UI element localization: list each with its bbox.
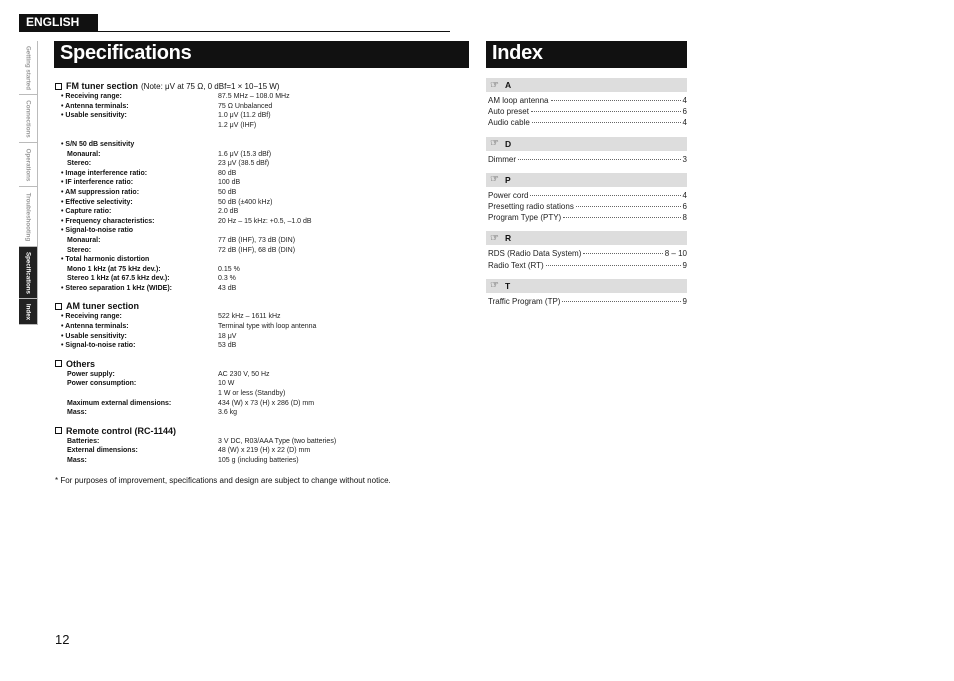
index-term: Dimmer [488,154,516,164]
spec-value: 75 Ω Unbalanced [218,102,273,110]
spec-row [55,370,435,380]
index-letter: P [504,174,511,185]
spec-section-heading [55,81,435,91]
spec-label: • Receiving range: [55,92,218,102]
header-rule [19,31,450,32]
spec-section-heading [55,359,435,369]
index-page: 3 [682,154,687,164]
spec-value: 1.2 μV (IHF) [218,121,257,129]
index-title-rule [486,66,687,68]
spec-value: 100 dB [218,179,241,187]
index-letter-header [486,173,687,187]
index-term: RDS (Radio Data System) [488,249,582,259]
spec-row [55,159,435,169]
spec-value: 53 dB [218,342,237,350]
spec-row [55,379,435,389]
side-tab-getting-started[interactable] [19,41,37,95]
spec-value: 522 kHz – 1611 kHz [218,313,281,321]
spec-value: 23 μV (38.5 dBf) [218,160,270,168]
spec-row [55,312,435,322]
side-tab-label: Operations [24,148,32,181]
spec-value [218,140,435,150]
pointing-hand-icon: ☞ [490,174,499,186]
side-tab-label: Troubleshooting [24,192,32,241]
spec-row [55,150,435,160]
spec-label: • Signal-to-noise ratio [55,226,218,236]
spec-row [55,102,435,112]
spec-label: • Antenna terminals: [55,102,218,112]
index-letter-header [486,279,687,293]
spec-value: 1 W or less (Standby) [218,390,286,398]
index-entries [486,92,687,129]
index-page: 8 – 10 [664,249,687,259]
spec-row [55,274,435,284]
spec-row [55,236,435,246]
spec-label: • Antenna terminals: [55,322,218,332]
pointing-hand-icon: ☞ [490,138,499,150]
footnote: * For purposes of improvement, specifications and design are subject to change without notice. [55,475,391,485]
spec-label: • Total harmonic distortion [55,255,218,265]
checkbox-square-icon [55,83,62,90]
specifications-title: Specifications [54,41,469,66]
index-body [486,78,687,307]
spec-value: 1.6 μV (15.3 dBf) [218,150,272,158]
spec-label: Power consumption: [67,380,137,388]
spec-value: 105 g (including batteries) [218,457,299,464]
index-term: Audio cable [488,118,530,128]
spec-section-title: Others [66,358,96,369]
spec-value: 77 dB (IHF), 73 dB (DIN) [218,236,296,244]
spec-row [55,437,435,447]
spec-label: • Stereo separation 1 kHz (WIDE): [55,284,218,294]
spec-row [55,255,435,265]
spec-section-note: (Note: μV at 75 Ω, 0 dBf=1 × 10−15 W) [141,81,280,91]
spec-label: • Usable sensitivity: [55,111,218,121]
index-letter-header [486,231,687,245]
leader-dots [530,195,680,196]
index-letter: R [504,233,512,244]
spec-label: • Image interference ratio: [55,169,218,179]
spec-label [55,121,218,131]
index-page: 4 [682,96,687,105]
spec-row [55,140,435,150]
spec-row [55,322,435,332]
index-page: 4 [682,118,687,128]
spec-value: 3.6 kg [218,409,238,417]
checkbox-square-icon [55,360,62,367]
spec-section-heading [55,301,435,311]
spec-value: 1.0 μV (11.2 dBf) [218,112,271,120]
index-term: Radio Text (RT) [488,260,544,270]
spec-value: 50 dB (±400 kHz) [218,198,273,206]
spec-label: Mass: [67,457,87,464]
leader-dots [551,100,681,101]
leader-dots [532,122,681,123]
checkbox-square-icon [55,303,62,310]
pointing-hand-icon: ☞ [490,232,499,244]
index-entry[interactable] [486,154,687,165]
spec-value: 48 (W) x 219 (H) x 22 (D) mm [218,447,311,455]
spec-label: • S/N 50 dB sensitivity [55,140,218,150]
spec-value: 50 dB [218,188,237,196]
index-entry[interactable] [486,260,687,271]
index-page: 9 [682,260,687,270]
spec-row [55,207,435,217]
spec-label: Batteries: [67,437,100,445]
side-tab-label: Index [24,303,32,320]
index-term: Presetting radio stations [488,202,574,212]
spec-row [55,389,435,399]
side-tab-label: Connections [24,99,32,138]
spec-row [55,188,435,198]
index-entry[interactable] [486,296,687,307]
specifications-body [55,81,435,486]
spec-row [55,446,435,456]
spec-value: 0.15 % [218,265,240,273]
side-tab-connections[interactable] [19,95,37,143]
index-entry[interactable] [486,95,687,106]
spec-label: Power supply: [67,370,115,378]
spec-row [55,121,435,131]
index-entry[interactable] [486,212,687,223]
spec-value: Terminal type with loop antenna [218,323,317,331]
spec-row [55,408,435,418]
spec-value: 3 V DC, R03/AAA Type (two batteries) [218,437,337,445]
spec-row [55,265,435,275]
spec-value: 87.5 MHz – 108.0 MHz [218,93,290,100]
index-entry[interactable] [486,117,687,128]
index-page: 9 [682,296,687,306]
index-entries [486,151,687,165]
spec-label: Stereo: [67,246,92,254]
index-term: AM loop antenna [488,96,549,105]
spec-label: • Usable sensitivity: [55,332,218,342]
index-page: 6 [682,202,687,212]
spec-value: 434 (W) x 73 (H) x 286 (D) mm [218,399,315,407]
index-page: 6 [682,107,687,117]
spec-label: Maximum external dimensions: [67,399,172,407]
spec-label [55,130,218,140]
spec-row [55,178,435,188]
side-tab-label: Getting started [24,45,32,90]
index-entry[interactable] [486,106,687,117]
index-entry[interactable] [486,190,687,201]
leader-dots [531,111,681,112]
side-tab-operations[interactable] [19,143,37,187]
spec-label: • Effective selectivity: [55,198,218,208]
spec-row [55,246,435,256]
spec-label: Mono 1 kHz (at 75 kHz dev.): [67,265,161,273]
spec-row [55,217,435,227]
spec-section-title: FM tuner section [66,81,139,91]
spec-value: 80 dB [218,169,237,177]
spec-row [55,169,435,179]
index-entries [486,245,687,270]
pointing-hand-icon: ☞ [490,280,499,292]
spec-value: 0.3 % [218,275,236,283]
side-tab-troubleshooting[interactable] [19,187,37,247]
index-page: 4 [682,190,687,200]
spec-section-title: Remote control (RC-1144) [66,425,177,436]
index-entry[interactable] [486,201,687,212]
spec-label: Stereo 1 kHz (at 67.5 kHz dev.): [67,275,170,283]
spec-label: • Frequency characteristics: [55,217,218,227]
index-term: Auto preset [488,107,529,117]
spec-label: • Signal-to-noise ratio: [55,341,218,351]
spec-value [218,130,435,140]
side-tab-index[interactable] [19,299,37,325]
index-term: Program Type (PTY) [488,213,562,223]
spec-value: 72 dB (IHF), 68 dB (DIN) [218,246,296,254]
spec-value: 2.0 dB [218,208,239,216]
spec-label: Mass: [67,409,87,417]
index-letter: D [504,138,512,149]
spec-value [218,255,435,265]
index-term: Traffic Program (TP) [488,296,561,306]
spec-label: Monaural: [67,236,101,244]
spec-label [55,389,218,399]
leader-dots [583,253,662,254]
leader-dots [546,265,681,266]
spec-row [55,198,435,208]
spec-row [55,226,435,236]
spec-value: AC 230 V, 50 Hz [218,370,270,378]
index-letter: T [504,280,511,291]
index-letter: A [504,80,512,90]
spec-label: • Capture ratio: [55,207,218,217]
side-tab-label: Specifications [24,251,32,294]
side-tab-border [37,41,38,325]
spec-row [55,332,435,342]
spec-label: • IF interference ratio: [55,178,218,188]
spec-value: 10 W [218,380,235,388]
page-number: 12 [55,632,70,647]
checkbox-square-icon [55,427,62,434]
spec-label: • AM suppression ratio: [55,188,218,198]
spec-row [55,284,435,294]
index-entries [486,187,687,224]
leader-dots [562,301,680,302]
spec-label: Stereo: [67,160,92,168]
specifications-title-rule [54,66,469,68]
index-term: Power cord [488,190,529,200]
pointing-hand-icon: ☞ [490,79,499,91]
spec-section-title: AM tuner section [66,301,140,312]
index-letter-header [486,137,687,151]
spec-row [55,399,435,409]
spec-row [55,111,435,121]
index-entries [486,293,687,307]
spec-section-heading [55,426,435,436]
spec-value [218,226,435,236]
side-tab-nav [19,41,37,325]
index-page: 8 [682,213,687,223]
spec-row [55,130,435,140]
language-label: ENGLISH [19,14,98,31]
index-letter-header [486,78,687,92]
index-title: Index [486,41,687,66]
spec-row [55,92,435,102]
spec-value: 20 Hz – 15 kHz: +0.5, –1.0 dB [218,217,312,225]
leader-dots [563,217,680,218]
side-tab-specifications[interactable] [19,247,37,299]
spec-value: 18 μV [218,332,237,340]
spec-label: Monaural: [67,150,101,158]
index-entry[interactable] [486,248,687,259]
leader-dots [576,206,681,207]
spec-row [55,341,435,351]
spec-label: External dimensions: [67,447,138,455]
spec-value: 43 dB [218,284,237,292]
leader-dots [518,159,681,160]
spec-row [55,456,435,466]
spec-label: • Receiving range: [55,312,218,322]
